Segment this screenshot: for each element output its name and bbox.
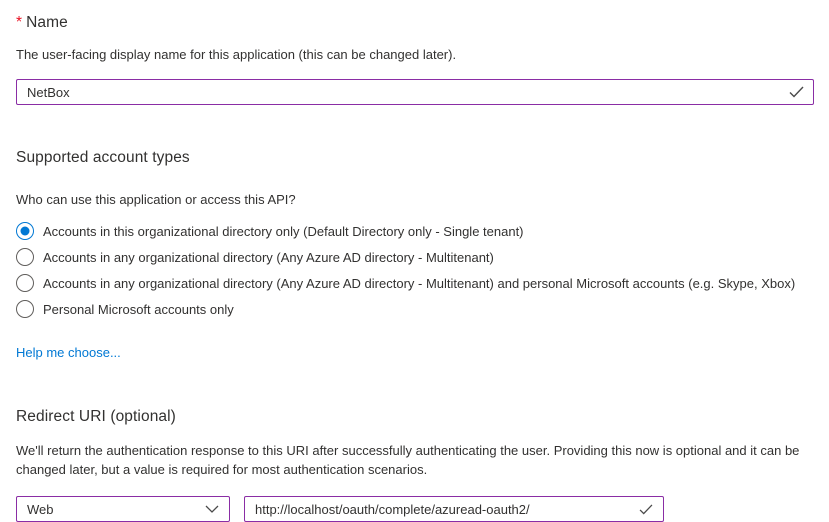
platform-selected-value: Web — [27, 501, 54, 517]
radio-button-icon[interactable] — [16, 248, 34, 266]
account-types-radio-group — [16, 218, 814, 322]
platform-select-dropdown[interactable] — [16, 496, 230, 522]
required-asterisk: * — [16, 14, 23, 31]
radio-option-personal-only[interactable] — [16, 296, 814, 322]
name-input[interactable] — [17, 80, 813, 104]
help-me-choose-link[interactable]: Help me choose... — [16, 345, 121, 360]
radio-option-label: Accounts in any organizational directory (Any Azure AD directory - Multitenant) — [43, 249, 494, 265]
radio-button-icon[interactable] — [16, 300, 34, 318]
radio-option-multitenant[interactable] — [16, 244, 814, 270]
radio-option-single-tenant[interactable] — [16, 218, 814, 244]
redirect-uri-row — [16, 496, 814, 522]
radio-option-label: Accounts in any organizational directory (Any Azure AD directory - Multitenant) and personal Microsoft accounts (e.g. Skype, Xbox) — [43, 275, 796, 291]
account-types-title: Supported account types — [16, 149, 190, 166]
redirect-uri-input-box — [244, 496, 664, 522]
radio-option-label: Accounts in this organizational directory only (Default Directory only - Single tenant) — [43, 223, 524, 239]
name-description: The user-facing display name for this application (this can be changed later). — [16, 47, 457, 62]
radio-button-icon[interactable] — [16, 222, 34, 240]
account-types-question: Who can use this application or access this API? — [16, 192, 296, 207]
redirect-uri-description: We'll return the authentication response to this URI after successfully authenticating the user. Providing this now is optional and it can be changed later, but a value is required for most authentication scenarios. — [16, 443, 800, 477]
radio-option-multitenant-personal[interactable] — [16, 270, 814, 296]
name-input-box — [16, 79, 814, 105]
chevron-down-icon — [204, 501, 220, 517]
redirect-uri-title: Redirect URI (optional) — [16, 408, 176, 425]
redirect-uri-input[interactable] — [245, 497, 663, 521]
radio-button-icon[interactable] — [16, 274, 34, 292]
name-section-title — [16, 14, 814, 32]
radio-option-label: Personal Microsoft accounts only — [43, 301, 234, 317]
name-section-title-text: Name — [26, 14, 68, 31]
